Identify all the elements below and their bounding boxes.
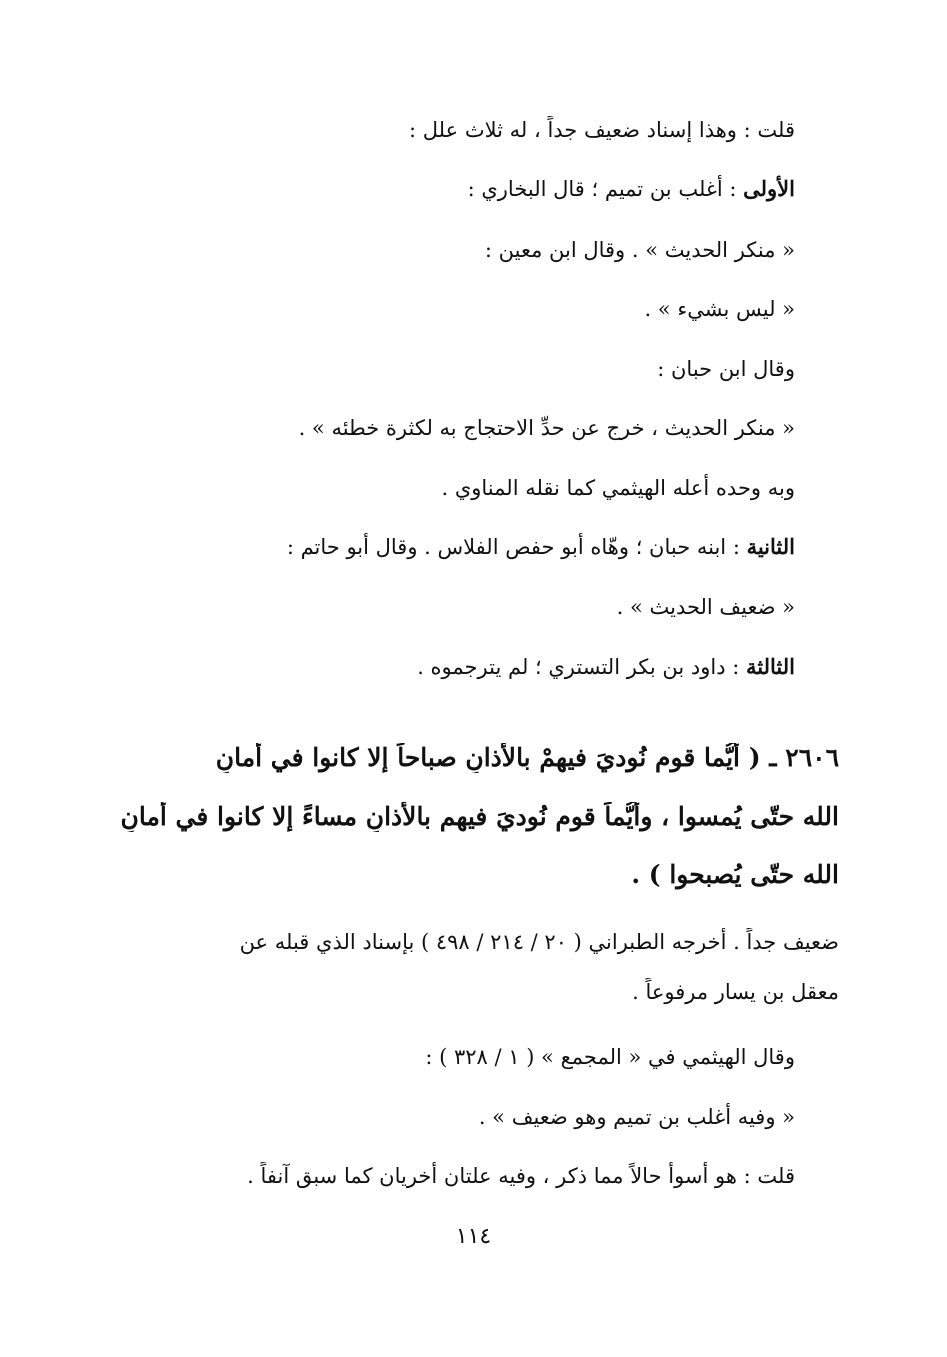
line-text: « ضعيف الحديث » .	[616, 595, 795, 619]
text-line-5	[100, 355, 795, 383]
commentary-line-4: « وفيه أغلب بن تميم وهو ضعيف » .	[478, 1105, 795, 1129]
text-line-1	[100, 116, 795, 144]
text-line-6	[100, 414, 795, 442]
line-text: : أغلب بن تميم ؛ قال البخاري :	[467, 177, 744, 201]
line-text: وقال ابن حبان :	[657, 357, 795, 381]
line-text: « منكر الحديث ، خرج عن حدِّ الاحتجاج به لكثرة خطئه » .	[298, 416, 795, 440]
commentary-line-2: معقل بن يسار مرفوعاً .	[632, 980, 839, 1004]
commentary-line-3: وقال الهيثمي في « المجمع » ( ١ / ٣٢٨ ) :	[425, 1045, 795, 1069]
text-line-10	[100, 653, 795, 681]
line-text: : ابنه حبان ؛ وهّاه أبو حفص الفلاس . وقال أبو حاتم :	[286, 535, 747, 559]
line-text: « منكر الحديث » . وقال ابن معين :	[484, 238, 795, 262]
text-line-3	[100, 236, 795, 264]
commentary-line-5: قلت : هو أسوأ حالاً مما ذكر ، وفيه علتان أخريان كما سبق آنفاً .	[247, 1164, 795, 1188]
text-line-8	[100, 533, 795, 561]
text-line-4	[100, 295, 795, 323]
line-lead: قلت	[757, 118, 795, 142]
line-lead: الثانية	[746, 534, 795, 559]
text-line-9	[100, 593, 795, 621]
line-lead: الأولى	[743, 176, 795, 201]
line-text: وبه وحده أعله الهيثمي كما نقله المناوي .	[441, 476, 795, 500]
line-text: : وهذا إسناد ضعيف جداً ، له ثلاث علل :	[409, 118, 758, 142]
line-lead: الثالثة	[746, 654, 795, 679]
page-number: ١١٤	[455, 1224, 492, 1249]
line-text: « ليس بشيء » .	[644, 297, 795, 321]
hadith-line-3: الله حتّى يُصبحوا ) .	[631, 860, 839, 889]
text-line-7	[100, 474, 795, 502]
commentary-line-1: ضعيف جداً . أخرجه الطبراني ( ٢٠ / ٢١٤ / ٤٩٨ ) بإسناد الذي قبله عن	[239, 930, 839, 954]
line-text: : داود بن بكر التستري ؛ لم يترجموه .	[417, 655, 747, 679]
hadith-line-2: الله حتّى يُمسوا ، وأيُّماً قومٍ نُوديَ فيهِم بالأذانِ مساءً إلا كانوا في أمانِ	[120, 802, 839, 831]
text-line-2	[100, 175, 795, 203]
hadith-line-1: ٢٦٠٦ ـ ( أَيُّما قومٍ نُوديَ فيهِمْ بالأذانِ صباحاً إلا كانوا في أمانِ	[215, 743, 839, 772]
